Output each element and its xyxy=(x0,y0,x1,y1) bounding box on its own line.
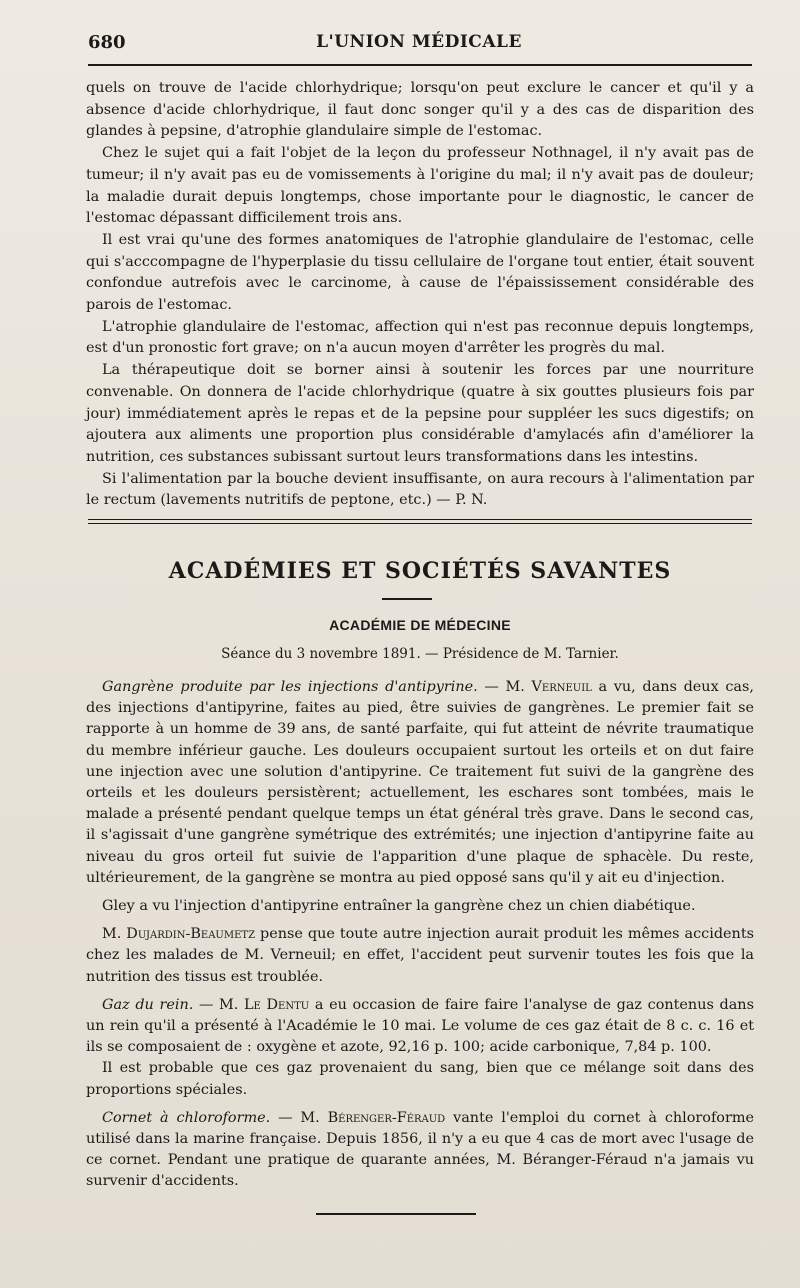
article-continuation xyxy=(86,78,754,512)
report-paragraph-gley: Gley a vu l'injection d'antipyrine entraîner la gangrène chez un chien diabétique. xyxy=(102,898,696,915)
page-header xyxy=(88,32,750,56)
header-rule xyxy=(88,64,752,66)
speaker-name: Bérenger-Féraud xyxy=(327,1109,446,1126)
paragraph: Chez le sujet qui a fait l'objet de la leçon du professeur Nothnagel, il n'y avait pas de tumeur; il n'y avait pas eu de vomissements à l'origine du mal; il n'y avait pas de douleur; la maladie durait depuis longtemps, chose importante pour le diagnostic, le cancer de l'estomac dépassant difficilement trois ans. xyxy=(86,145,754,227)
end-rule xyxy=(316,1213,476,1215)
paragraph: quels on trouve de l'acide chlorhydrique; lorsqu'on peut exclure le cancer et qu'il y a absence d'acide chlorhydrique, il faut donc songer qu'il y a des cas de disparition des glandes à pepsine, d'atrophie glandulaire simple de l'estomac. xyxy=(86,80,754,140)
academy-report xyxy=(86,677,754,1193)
speaker-name: Verneuil xyxy=(531,679,592,695)
report-paragraph-gaz-2: Il est probable que ces gaz provenaient du sang, bien que ce mélange soit dans des proportions spéciales. xyxy=(86,1060,754,1098)
topic-heading: Gangrène produite par les injections d'antipyrine. xyxy=(102,679,478,695)
paragraph: Il est vrai qu'une des formes anatomiques de l'atrophie glandulaire de l'estomac, celle qui s'acccompagne de l'hyperplasie du tissu cellulaire de l'organe tout entier, était souvent confondue autrefois avec le carcinome, à cause de l'épaississement considérable des parois de l'estomac. xyxy=(86,231,754,314)
session-line: Séance du 3 novembre 1891. — Présidence de M. Tarnier. xyxy=(221,646,619,662)
topic-heading: Gaz du rein. xyxy=(102,996,194,1013)
speaker-name: Le Dentu xyxy=(243,996,310,1013)
paragraph: Si l'alimentation par la bouche devient insuffisante, on aura recours à l'alimentation par le rectum (lavements nutritifs de peptone, etc.) — P. N. xyxy=(86,470,754,509)
report-paragraph-dujardin: M. Dujardin-Beaumetz pense que toute autre injection aurait produit les mêmes accidents chez les malades de M. Verneuil; en effet, l'accident peut survenir toutes les fois que la nutrition des tissus est troublée. xyxy=(86,926,754,985)
topic-heading: Cornet à chloroforme. xyxy=(102,1109,271,1126)
paragraph: La thérapeutique doit se borner ainsi à soutenir les forces par une nourriture convenable. On donnera de l'acide chlorhydrique (quatre à six gouttes plusieurs fois par jour) immédiatement après le repas et de la pepsine pour suppléer les sucs digestifs; on ajoutera aux aliments une proportion plus considérable d'amylacés afin d'améliorer la nutrition, ces substances subissant surtout leurs transformations dans les intestins. xyxy=(86,362,754,465)
subsection-title: ACADÉMIE DE MÉDECINE xyxy=(329,617,511,633)
section-divider xyxy=(88,519,752,524)
report-paragraph-gangrene: Gangrène produite par les injections d'antipyrine. — M. Verneuil a vu, dans deux cas, des injections d'antipyrine, faites au pied, être suivies de gangrènes. Le premier fait se rapporte à un homme de 39 ans, de santé parfaite, qui fut atteint de névrite traumatique du membre inférieur gauche. Les douleurs occupaient surtout les orteils et on dut faire une injection avec une solution d'antipyrine. Ce traitement fut suivi de la gangrène des orteils et les douleurs persistèrent; actuellement, les eschares sont tombées, mais le malade a présenté pendant quelque temps un état général très grave. Dans le second cas, il s'agissait d'une gangrène symétrique des extrémités; une injection d'antipyrine faite au niveau du gros orteil fut suivie de l'apparition d'une plaque de sphacèle. Du reste, ultérieurement, de la gangrène se montra au pied opposé sans qu'il y ait eu d'injection. xyxy=(86,679,754,886)
report-paragraph-cornet: Cornet à chloroforme. — M. Bérenger-Féraud vante l'emploi du cornet à chloroforme utilisé dans la marine française. Depuis 1856, il n'y a eu que 4 cas de mort avec l'usage de ce cornet. Pendant une pratique de quarante années, M. Béranger-Féraud n'a jamais vu survenir d'accidents. xyxy=(86,1109,754,1190)
running-title: L'UNION MÉDICALE xyxy=(316,32,522,52)
report-paragraph-gaz: Gaz du rein. — M. Le Dentu a eu occasion de faire faire l'analyse de gaz contenus dans un rein qu'il a présenté à l'Académie le 10 mai. Le volume de ces gaz était de 8 c. c. 16 et ils se composaient de : oxygène et azote, 92,16 p. 100; acide carbonique, 7,84 p. 100. xyxy=(86,996,754,1056)
section-title: ACADÉMIES ET SOCIÉTÉS SAVANTES xyxy=(168,558,672,584)
page-number: 680 xyxy=(88,32,126,53)
paragraph: L'atrophie glandulaire de l'estomac, affection qui n'est pas reconnue depuis longtemps, est d'un pronostic fort grave; on n'a aucun moyen d'arrêter les progrès du mal. xyxy=(86,318,754,357)
title-rule xyxy=(382,598,432,600)
speaker-name: Dujardin-Beaumetz xyxy=(126,926,256,943)
